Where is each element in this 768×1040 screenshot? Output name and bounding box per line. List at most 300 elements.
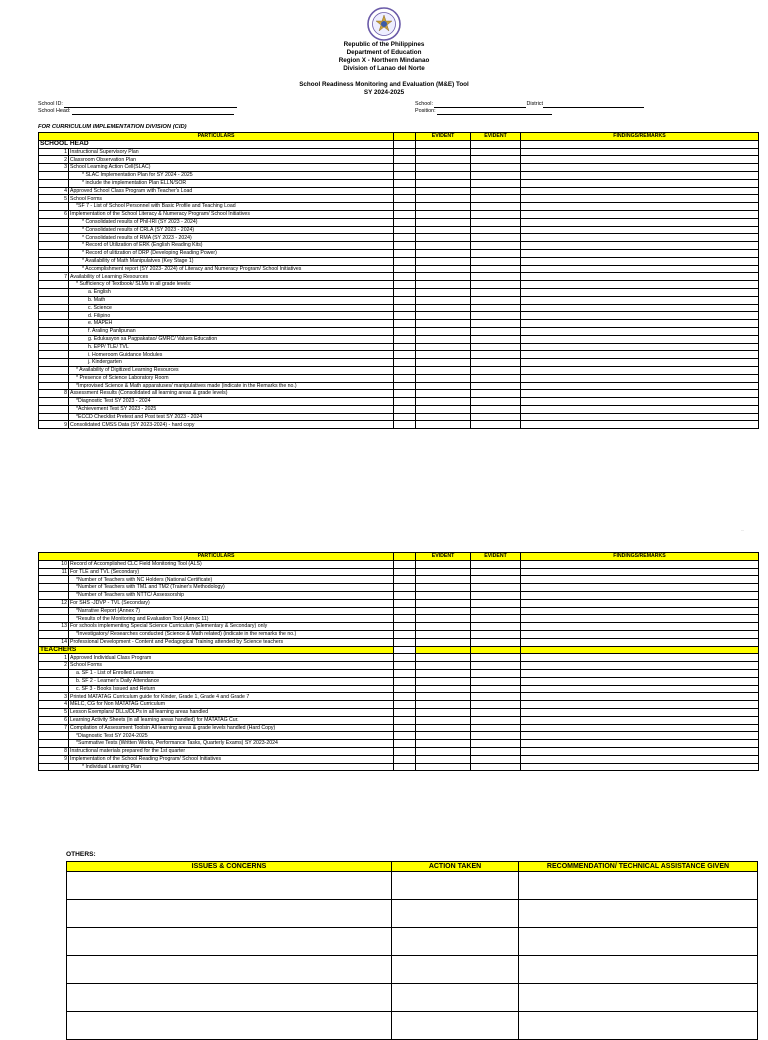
findings-cell[interactable] (521, 398, 759, 406)
findings-cell[interactable] (521, 374, 759, 382)
findings-cell[interactable] (521, 708, 759, 716)
table-row (39, 708, 759, 716)
table-row (39, 413, 759, 421)
evident-cell-1[interactable] (416, 288, 471, 296)
findings-cell[interactable] (521, 242, 759, 250)
item-text: For schools implementing Special Science Curriculum (Elementary & Secondary) only (69, 623, 394, 631)
evident-cell-2[interactable] (471, 390, 521, 398)
evident-cell-2[interactable] (471, 179, 521, 187)
evident-cell-2[interactable] (471, 560, 521, 568)
evident-cell-1[interactable] (416, 654, 471, 662)
evident-cell-2[interactable] (471, 669, 521, 677)
evident-cell-2[interactable] (471, 724, 521, 732)
evident-cell-1[interactable] (416, 273, 471, 281)
item-text: *SF 7 - List of School Personnel with Basic Profile and Teaching Load (69, 203, 394, 211)
findings-cell[interactable] (521, 218, 759, 226)
findings-cell[interactable] (521, 187, 759, 195)
findings-cell[interactable] (521, 755, 759, 763)
evident-cell-1[interactable] (416, 701, 471, 709)
item-number: 8 (39, 390, 69, 398)
evident-cell-1[interactable] (416, 359, 471, 367)
findings-cell[interactable] (521, 724, 759, 732)
action-cell[interactable] (392, 872, 519, 900)
position-field[interactable] (415, 108, 552, 115)
evident-cell-2[interactable] (471, 242, 521, 250)
evident-cell-2[interactable] (471, 156, 521, 164)
evident-cell-1[interactable] (416, 591, 471, 599)
table-row (39, 568, 759, 576)
evident-cell-1[interactable] (416, 662, 471, 670)
evident-cell-1[interactable] (416, 568, 471, 576)
findings-cell[interactable] (521, 179, 759, 187)
header-line-4: Division of Lanao del Norte (343, 65, 425, 72)
item-text: a. SF 1 - List of Enrolled Learners (69, 669, 394, 677)
recommendation-cell[interactable] (519, 984, 758, 1012)
gap-cell (394, 763, 416, 771)
findings-cell[interactable] (521, 382, 759, 390)
issue-cell[interactable] (67, 956, 392, 984)
findings-cell[interactable] (521, 210, 759, 218)
gap-cell (394, 615, 416, 623)
evident-cell-1[interactable] (416, 685, 471, 693)
item-text: *Number of Teachers with TM1 and TM2 (Trainer's Methodology) (69, 584, 394, 592)
findings-cell[interactable] (521, 615, 759, 623)
evident-cell-1[interactable] (416, 327, 471, 335)
findings-cell[interactable] (521, 359, 759, 367)
evident-cell-1[interactable] (416, 763, 471, 771)
issue-cell[interactable] (67, 984, 392, 1012)
table-row (39, 148, 759, 156)
school-head-field[interactable] (38, 108, 234, 115)
action-cell[interactable] (392, 1012, 519, 1040)
evident-cell-2[interactable] (471, 693, 521, 701)
findings-cell[interactable] (521, 568, 759, 576)
table-row (39, 398, 759, 406)
item-number (39, 312, 69, 320)
findings-cell[interactable] (521, 148, 759, 156)
item-number: 4 (39, 187, 69, 195)
evident-cell-1[interactable] (416, 669, 471, 677)
findings-cell[interactable] (521, 576, 759, 584)
evident-cell-2[interactable] (471, 382, 521, 390)
recommendation-cell[interactable] (519, 872, 758, 900)
evident-cell-1[interactable] (416, 234, 471, 242)
gap-cell (394, 732, 416, 740)
findings-cell[interactable] (521, 654, 759, 662)
table-row (39, 693, 759, 701)
findings-cell[interactable] (521, 669, 759, 677)
findings-cell[interactable] (521, 265, 759, 273)
school-id-field[interactable] (38, 101, 237, 108)
evident-cell-1[interactable] (416, 218, 471, 226)
item-number (39, 576, 69, 584)
evident-cell-1[interactable] (416, 638, 471, 646)
evident-cell-2[interactable] (471, 171, 521, 179)
evident-cell-1[interactable] (416, 708, 471, 716)
gap-cell (394, 584, 416, 592)
evident-cell-2[interactable] (471, 366, 521, 374)
evident-cell-1[interactable] (416, 576, 471, 584)
gap-cell (394, 701, 416, 709)
item-text: * Record of Utilization of ERK (English Reading Kits) (69, 242, 394, 250)
table-row (39, 218, 759, 226)
evident-cell-2[interactable] (471, 320, 521, 328)
findings-cell[interactable] (521, 273, 759, 281)
evident-cell-1[interactable] (416, 249, 471, 257)
evident-cell-1[interactable] (416, 390, 471, 398)
evident-cell-1[interactable] (416, 623, 471, 631)
page-mark: ... (741, 527, 745, 532)
evident-cell-1[interactable] (416, 226, 471, 234)
evident-cell-1[interactable] (416, 296, 471, 304)
evident-cell-2[interactable] (471, 701, 521, 709)
issues-row (67, 984, 758, 1012)
evident-cell-2[interactable] (471, 623, 521, 631)
findings-cell[interactable] (521, 584, 759, 592)
evident-cell-1[interactable] (416, 281, 471, 289)
table-row (39, 335, 759, 343)
item-number: 2 (39, 662, 69, 670)
findings-cell[interactable] (521, 732, 759, 740)
gap-cell (394, 560, 416, 568)
tool-title: School Readiness Monitoring and Evaluation (M&E) Tool (299, 81, 469, 88)
findings-cell[interactable] (521, 607, 759, 615)
evident-cell-1[interactable] (416, 630, 471, 638)
item-number: 13 (39, 623, 69, 631)
evident-cell-1[interactable] (416, 732, 471, 740)
evident-cell-2[interactable] (471, 148, 521, 156)
evident-cell-2[interactable] (471, 351, 521, 359)
findings-cell[interactable] (521, 662, 759, 670)
evident-cell-1[interactable] (416, 724, 471, 732)
findings-cell[interactable] (521, 366, 759, 374)
school-id-label: School ID: (38, 101, 63, 107)
header-line-2: Department of Education (346, 49, 422, 56)
evident-cell-2[interactable] (471, 312, 521, 320)
table-row (39, 171, 759, 179)
recommendation-cell[interactable] (519, 956, 758, 984)
evident-cell-1[interactable] (416, 693, 471, 701)
gap-cell (394, 685, 416, 693)
item-text: Assessment Results (Consolidated all learning areas & grade levels) (69, 390, 394, 398)
table-row (39, 296, 759, 304)
findings-cell[interactable] (521, 296, 759, 304)
findings-cell[interactable] (521, 195, 759, 203)
evident-cell-2[interactable] (471, 755, 521, 763)
evident-cell-2[interactable] (471, 288, 521, 296)
evident-cell-1[interactable] (416, 747, 471, 755)
item-number: 1 (39, 148, 69, 156)
findings-cell[interactable] (521, 740, 759, 748)
gap-cell (394, 218, 416, 226)
table-row (39, 591, 759, 599)
findings-cell[interactable] (521, 327, 759, 335)
evident-cell-2[interactable] (471, 677, 521, 685)
findings-cell[interactable] (521, 763, 759, 771)
evident-cell-2[interactable] (471, 568, 521, 576)
evident-cell-2[interactable] (471, 187, 521, 195)
evident-cell-1[interactable] (416, 312, 471, 320)
evident-cell-1[interactable] (416, 599, 471, 607)
evident-cell-2[interactable] (471, 763, 521, 771)
evident-cell-1[interactable] (416, 607, 471, 615)
evident-cell-1[interactable] (416, 374, 471, 382)
findings-cell[interactable] (521, 164, 759, 172)
findings-cell[interactable] (521, 226, 759, 234)
evident-cell-1[interactable] (416, 584, 471, 592)
issue-cell[interactable] (67, 1012, 392, 1040)
item-text: Lesson Exemplars/ DLLs/DLPs in all learning areas handled (69, 708, 394, 716)
gap-cell (394, 257, 416, 265)
evident-cell-2[interactable] (471, 662, 521, 670)
findings-cell[interactable] (521, 693, 759, 701)
item-number: 12 (39, 599, 69, 607)
school-head-label: School Head: (38, 108, 71, 114)
item-text: * Availability of Digitized Learning Resources (69, 366, 394, 374)
evident-cell-2[interactable] (471, 584, 521, 592)
evident-cell-2[interactable] (471, 203, 521, 211)
item-text: Instructional materials prepared for the 1st quarter (69, 747, 394, 755)
issues-header-row (67, 862, 758, 872)
gap-cell (394, 662, 416, 670)
findings-cell[interactable] (521, 335, 759, 343)
findings-cell[interactable] (521, 320, 759, 328)
findings-cell[interactable] (521, 390, 759, 398)
recommendation-cell[interactable] (519, 928, 758, 956)
evident-cell-2[interactable] (471, 747, 521, 755)
evident-cell-2[interactable] (471, 249, 521, 257)
issues-row (67, 928, 758, 956)
table-row (39, 599, 759, 607)
evident-cell-2[interactable] (471, 273, 521, 281)
evident-cell-2[interactable] (471, 630, 521, 638)
findings-cell[interactable] (521, 343, 759, 351)
recommendation-cell[interactable] (519, 900, 758, 928)
evident-cell-1[interactable] (416, 179, 471, 187)
issue-cell[interactable] (67, 872, 392, 900)
evident-cell-2[interactable] (471, 226, 521, 234)
item-text: Professional Development - Content and Pedagogical Training attended by Science teachers (69, 638, 394, 646)
evident-cell-2[interactable] (471, 576, 521, 584)
evident-cell-2[interactable] (471, 591, 521, 599)
item-text: * Consolidated results of Phil-IRI (SY 2023 - 2024) (69, 218, 394, 226)
findings-cell[interactable] (521, 591, 759, 599)
evident-cell-2[interactable] (471, 164, 521, 172)
evident-cell-2[interactable] (471, 413, 521, 421)
findings-cell[interactable] (521, 281, 759, 289)
item-text: *Investigatory/ Researches conducted (Science & Math related) (indicate in the remarks the no.) (69, 630, 394, 638)
table-row (39, 226, 759, 234)
gap-cell (394, 398, 416, 406)
evident-cell-1[interactable] (416, 421, 471, 429)
findings-cell[interactable] (521, 304, 759, 312)
school-year: SY 2024-2025 (363, 89, 405, 96)
findings-cell[interactable] (521, 716, 759, 724)
evident-cell-2[interactable] (471, 405, 521, 413)
recommendation-cell[interactable] (519, 1012, 758, 1040)
evident-cell-1[interactable] (416, 677, 471, 685)
item-text: For TLE and TVL (Secondary) (69, 568, 394, 576)
issue-cell[interactable] (67, 928, 392, 956)
evident-cell-2[interactable] (471, 257, 521, 265)
findings-cell[interactable] (521, 560, 759, 568)
gap-cell (394, 359, 416, 367)
evident-cell-1[interactable] (416, 413, 471, 421)
evident-cell-2[interactable] (471, 195, 521, 203)
evident-cell-2[interactable] (471, 335, 521, 343)
evident-cell-1[interactable] (416, 187, 471, 195)
position-label: Position: (415, 108, 436, 114)
evident-cell-1[interactable] (416, 320, 471, 328)
evident-cell-1[interactable] (416, 366, 471, 374)
findings-cell[interactable] (521, 288, 759, 296)
findings-cell[interactable] (521, 405, 759, 413)
evident-cell-2[interactable] (471, 210, 521, 218)
evident-cell-2[interactable] (471, 708, 521, 716)
evident-cell-1[interactable] (416, 716, 471, 724)
findings-cell[interactable] (521, 677, 759, 685)
findings-cell[interactable] (521, 249, 759, 257)
item-text: Implementation of the School Reading Program/ School Initiatives (69, 755, 394, 763)
item-text: d. Filipino (69, 312, 394, 320)
gap-cell (394, 288, 416, 296)
evident-cell-2[interactable] (471, 398, 521, 406)
evident-cell-2[interactable] (471, 343, 521, 351)
findings-cell[interactable] (521, 623, 759, 631)
findings-cell[interactable] (521, 638, 759, 646)
findings-cell[interactable] (521, 685, 759, 693)
evident-cell-1[interactable] (416, 265, 471, 273)
evident-cell-2[interactable] (471, 685, 521, 693)
table-row (39, 359, 759, 367)
evident-cell-2[interactable] (471, 234, 521, 242)
action-cell[interactable] (392, 956, 519, 984)
findings-cell[interactable] (521, 312, 759, 320)
findings-cell[interactable] (521, 413, 759, 421)
issues-table (66, 861, 758, 1040)
findings-cell[interactable] (521, 351, 759, 359)
evident-cell-1[interactable] (416, 257, 471, 265)
item-number (39, 242, 69, 250)
evident-cell-1[interactable] (416, 171, 471, 179)
item-text: Compilation of Assessment Toolsin All learning areas & grade levels handled (Hard Copy) (69, 724, 394, 732)
evident-cell-2[interactable] (471, 281, 521, 289)
evident-cell-1[interactable] (416, 335, 471, 343)
gap-cell (394, 747, 416, 755)
gap-cell (394, 669, 416, 677)
evident-cell-2[interactable] (471, 296, 521, 304)
table-row (39, 685, 759, 693)
evident-cell-2[interactable] (471, 218, 521, 226)
gap-cell (394, 677, 416, 685)
item-number (39, 226, 69, 234)
evident-cell-1[interactable] (416, 398, 471, 406)
action-cell[interactable] (392, 900, 519, 928)
evident-cell-2[interactable] (471, 716, 521, 724)
table-row (39, 630, 759, 638)
evident-cell-1[interactable] (416, 343, 471, 351)
item-text: * Individual Learning Plan (69, 763, 394, 771)
findings-cell[interactable] (521, 234, 759, 242)
evident-cell-2[interactable] (471, 638, 521, 646)
gap-cell (394, 382, 416, 390)
action-cell[interactable] (392, 984, 519, 1012)
evident-cell-1[interactable] (416, 242, 471, 250)
evident-cell-2[interactable] (471, 599, 521, 607)
item-number (39, 320, 69, 328)
evident-cell-1[interactable] (416, 203, 471, 211)
evident-cell-1[interactable] (416, 560, 471, 568)
item-text: *Diagnostic Test SY 2023 - 2024 (69, 398, 394, 406)
evident-cell-1[interactable] (416, 405, 471, 413)
school-field[interactable] (415, 101, 644, 108)
findings-cell[interactable] (521, 599, 759, 607)
table-row (39, 763, 759, 771)
evident-cell-2[interactable] (471, 327, 521, 335)
evident-cell-1[interactable] (416, 351, 471, 359)
findings-cell[interactable] (521, 171, 759, 179)
table-row (39, 288, 759, 296)
evident-cell-2[interactable] (471, 654, 521, 662)
issues-row (67, 900, 758, 928)
evident-cell-2[interactable] (471, 374, 521, 382)
item-text: * Sufficiency of Textbook/ SLMs in all grade levels: (69, 281, 394, 289)
findings-cell[interactable] (521, 156, 759, 164)
evident-cell-1[interactable] (416, 615, 471, 623)
evident-cell-1[interactable] (416, 148, 471, 156)
evident-cell-1[interactable] (416, 382, 471, 390)
evident-cell-1[interactable] (416, 210, 471, 218)
item-text: *Narrative Report (Annex 7) (69, 607, 394, 615)
evident-cell-2[interactable] (471, 359, 521, 367)
item-text: Availability of Learning Resources (69, 273, 394, 281)
table-row (39, 320, 759, 328)
findings-cell[interactable] (521, 630, 759, 638)
findings-cell[interactable] (521, 747, 759, 755)
evident-cell-1[interactable] (416, 195, 471, 203)
findings-cell[interactable] (521, 701, 759, 709)
evident-cell-2[interactable] (471, 740, 521, 748)
item-text: * Consolidated results of RMA (SY 2023 - 2024) (69, 234, 394, 242)
item-number (39, 203, 69, 211)
evident-cell-2[interactable] (471, 607, 521, 615)
gap-cell (394, 654, 416, 662)
item-text: For SHS -JDVP - TVL (Secondary) (69, 599, 394, 607)
findings-cell[interactable] (521, 257, 759, 265)
evident-cell-2[interactable] (471, 421, 521, 429)
item-number: 10 (39, 560, 69, 568)
evident-cell-1[interactable] (416, 304, 471, 312)
evident-cell-2[interactable] (471, 615, 521, 623)
evident-cell-2[interactable] (471, 732, 521, 740)
evident-cell-2[interactable] (471, 304, 521, 312)
evident-cell-1[interactable] (416, 156, 471, 164)
evident-cell-1[interactable] (416, 740, 471, 748)
findings-cell[interactable] (521, 203, 759, 211)
evident-cell-1[interactable] (416, 164, 471, 172)
findings-cell[interactable] (521, 421, 759, 429)
item-number: 3 (39, 164, 69, 172)
table-row (39, 662, 759, 670)
item-text: Classroom Observation Plan (69, 156, 394, 164)
item-number: 7 (39, 273, 69, 281)
evident-cell-2[interactable] (471, 265, 521, 273)
action-cell[interactable] (392, 928, 519, 956)
evident-cell-1[interactable] (416, 755, 471, 763)
table-row (39, 724, 759, 732)
issue-cell[interactable] (67, 900, 392, 928)
item-text: Implementation of the School Literacy & Numeracy Program/ School Initiatives (69, 210, 394, 218)
